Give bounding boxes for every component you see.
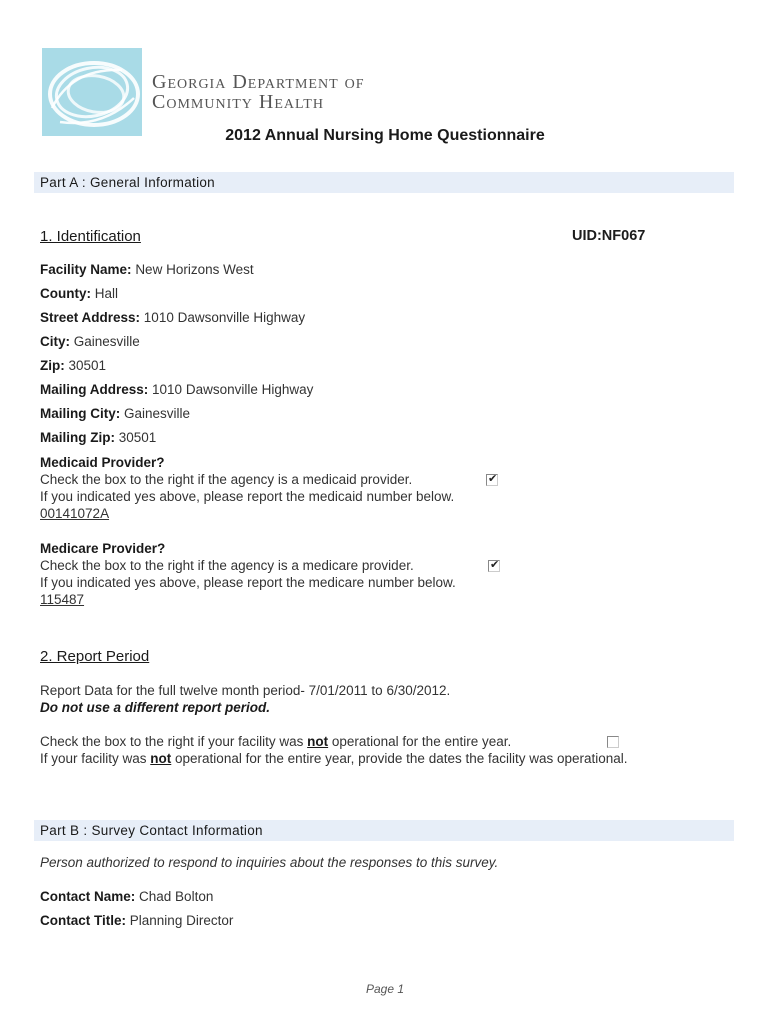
medicaid-label: Medicaid Provider? xyxy=(40,455,165,470)
facility-name-field xyxy=(40,262,254,277)
text-fragment: operational for the entire year, provide the dates the facility was operational. xyxy=(171,751,628,766)
field-value: Gainesville xyxy=(73,334,140,349)
part-b-intro: Person authorized to respond to inquiries about the responses to this survey. xyxy=(40,855,499,870)
identification-heading xyxy=(40,228,141,245)
report-period-line: Report Data for the full twelve month period- 7/01/2011 to 6/30/2012. xyxy=(40,683,451,698)
medicare-number[interactable]: 115487 xyxy=(40,592,85,607)
not-emphasis: not xyxy=(150,751,172,766)
field-label: County: xyxy=(40,286,91,301)
field-label: Mailing Zip: xyxy=(40,430,115,445)
contact-title-field xyxy=(40,913,233,928)
org-name xyxy=(152,72,365,112)
field-label: City: xyxy=(40,334,70,349)
medicaid-instruction: If you indicated yes above, please report the medicaid number below. xyxy=(40,489,455,504)
text-fragment: operational for the entire year. xyxy=(328,734,512,749)
org-line-2: Community Health xyxy=(152,91,324,113)
field-label: Contact Title: xyxy=(40,913,127,928)
field-value: Planning Director xyxy=(129,913,234,928)
swirl-logo-icon xyxy=(42,48,142,136)
field-label: Street Address: xyxy=(40,310,141,325)
mailing-city-field xyxy=(40,406,190,421)
not-emphasis: not xyxy=(307,734,329,749)
part-b-band xyxy=(34,820,734,841)
contact-name-field xyxy=(40,889,213,904)
field-value: Gainesville xyxy=(124,406,191,421)
part-a-band xyxy=(34,172,734,193)
medicare-check-text: Check the box to the right if the agency is a medicare provider. xyxy=(40,558,414,573)
field-value: New Horizons West xyxy=(135,262,254,277)
county-field xyxy=(40,286,118,301)
mailing-zip-field xyxy=(40,430,156,445)
field-label: Zip: xyxy=(40,358,65,373)
report-period-heading xyxy=(40,648,149,665)
medicaid-check-text: Check the box to the right if the agency is a medicaid provider. xyxy=(40,472,413,487)
org-line-1: Georgia Department of xyxy=(152,71,365,93)
field-label: Contact Name: xyxy=(40,889,136,904)
not-operational-checkbox[interactable] xyxy=(607,736,619,748)
identification-heading-text: 1. Identification xyxy=(40,228,141,245)
field-value: 30501 xyxy=(118,430,157,445)
field-value: Chad Bolton xyxy=(139,889,214,904)
report-period-warning: Do not use a different report period. xyxy=(40,700,271,715)
field-label: Mailing City: xyxy=(40,406,121,421)
street-address-field xyxy=(40,310,305,325)
checkmark-icon: ✔ xyxy=(488,473,498,485)
medicare-label: Medicare Provider? xyxy=(40,541,166,556)
document-title: 2012 Annual Nursing Home Questionnaire xyxy=(225,127,545,144)
not-operational-check-text xyxy=(40,734,511,749)
medicare-instruction: If you indicated yes above, please report the medicare number below. xyxy=(40,575,456,590)
report-period-heading-text: 2. Report Period xyxy=(40,648,150,665)
medicare-checkbox[interactable] xyxy=(488,560,500,572)
text-fragment: If your facility was xyxy=(40,751,151,766)
medicaid-number[interactable]: 00141072A xyxy=(40,506,110,521)
field-label: Facility Name: xyxy=(40,262,132,277)
page-number: Page 1 xyxy=(365,982,405,996)
not-operational-instruction xyxy=(40,751,628,766)
dch-logo xyxy=(42,48,142,136)
checkmark-icon: ✔ xyxy=(490,559,500,571)
part-a-label: Part A : General Information xyxy=(40,175,215,190)
uid: UID:NF067 xyxy=(572,228,646,244)
field-value: 1010 Dawsonville Highway xyxy=(143,310,306,325)
city-field xyxy=(40,334,140,349)
medicaid-checkbox[interactable] xyxy=(486,474,498,486)
mailing-address-field xyxy=(40,382,313,397)
part-b-label: Part B : Survey Contact Information xyxy=(40,823,263,838)
field-label: Mailing Address: xyxy=(40,382,149,397)
field-value: 30501 xyxy=(68,358,107,373)
text-fragment: Check the box to the right if your facility was xyxy=(40,734,308,749)
field-value: Hall xyxy=(94,286,119,301)
zip-field xyxy=(40,358,106,373)
field-value: 1010 Dawsonville Highway xyxy=(152,382,314,397)
